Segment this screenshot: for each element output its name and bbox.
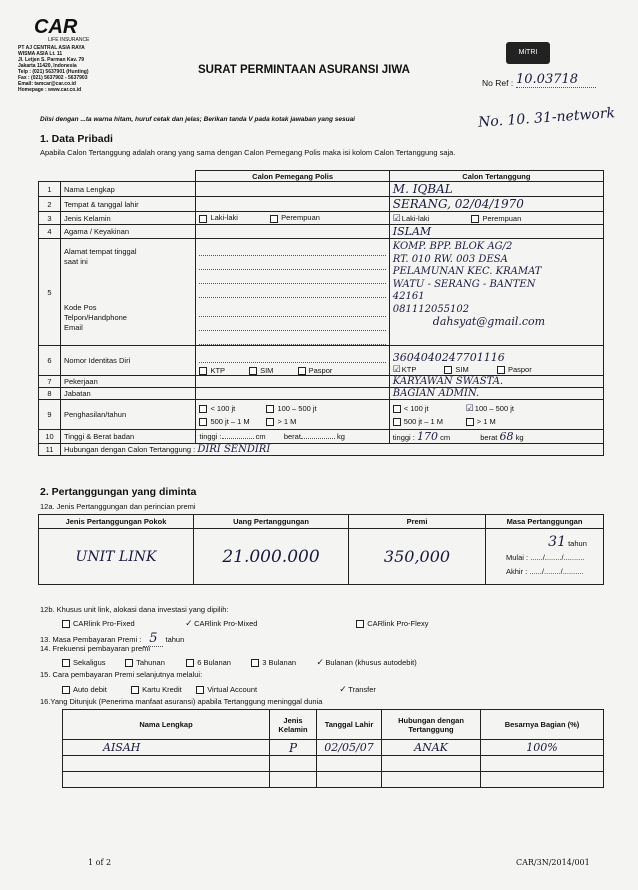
table-row xyxy=(39,346,604,376)
row-no: 2 xyxy=(39,197,61,212)
empty-cell[interactable] xyxy=(317,772,382,788)
height-label: tinggi : xyxy=(392,433,415,442)
row-label: Pekerjaan xyxy=(60,376,195,388)
id-number-value: 3604040247701116 xyxy=(392,351,505,364)
premium-field[interactable]: 350,000 xyxy=(349,529,486,585)
insured-gender-field xyxy=(389,212,603,225)
table-row xyxy=(39,444,604,456)
row-label: Agama / Keyakinan xyxy=(60,225,195,239)
company-line: Telp : (021) 5637901 (Hunting) xyxy=(18,69,89,75)
end-label: Akhir : xyxy=(506,566,528,576)
col-header: Jenis Kelamin xyxy=(270,710,317,740)
address-line: WATU - SERANG - BANTEN xyxy=(392,278,536,290)
checkbox[interactable] xyxy=(356,620,364,628)
table-row xyxy=(39,182,604,197)
company-line: Email: tamcar@car.co.id xyxy=(18,81,76,87)
row-label: Jenis Kelamin xyxy=(60,212,195,225)
q13-value[interactable]: 5 xyxy=(143,631,163,647)
col-header: Jenis Pertanggungan Pokok xyxy=(39,515,194,529)
table-row xyxy=(63,772,604,788)
table-row xyxy=(39,376,604,388)
freq-label: Sekaligus xyxy=(73,658,106,667)
row-no: 9 xyxy=(39,400,61,430)
row-label: Penghasilan/tahun xyxy=(60,400,195,430)
checkbox[interactable] xyxy=(266,405,274,413)
option-label: Laki-laki xyxy=(401,213,430,223)
freq-label: Tahunan xyxy=(136,658,165,667)
fund-label: CARlink Pro-Fixed xyxy=(73,619,135,628)
freq-label: Bulanan (khusus autodebit) xyxy=(325,658,417,667)
pay-label: Auto debit xyxy=(73,685,107,694)
row-label: Hubungan dengan Calon Tertanggung : xyxy=(63,445,196,454)
email-label: Email xyxy=(63,323,83,332)
option-label: Perempuan xyxy=(482,213,522,223)
row-no: 11 xyxy=(39,444,61,456)
form-title: SURAT PERMINTAAN ASURANSI JIWA xyxy=(198,64,410,76)
checkbox[interactable] xyxy=(266,418,274,426)
option-label: Paspor xyxy=(507,365,532,374)
personal-data-table xyxy=(38,170,604,456)
row-label: Jabatan xyxy=(60,388,195,400)
insured-religion-field[interactable]: ISLAM xyxy=(389,225,603,239)
form-code: CAR/3N/2014/001 xyxy=(516,858,590,867)
checkbox[interactable] xyxy=(199,405,207,413)
kg-label: kg xyxy=(337,432,345,441)
checkbox[interactable] xyxy=(497,366,505,374)
option-label: Perempuan xyxy=(281,213,320,223)
beneficiary-relation[interactable]: ANAK xyxy=(382,740,481,756)
option-label: KTP xyxy=(401,365,417,374)
address-line: RT. 010 RW. 003 DESA xyxy=(392,253,508,265)
relationship-value: DIRI SENDIRI xyxy=(197,444,271,455)
beneficiary-name[interactable]: AISAH xyxy=(63,740,270,756)
insured-address-field[interactable] xyxy=(389,239,603,346)
col-holder: Calon Pemegang Polis xyxy=(196,171,389,182)
option-label: < 100 jt xyxy=(403,403,429,413)
table-row xyxy=(63,740,604,756)
check-mark-icon[interactable]: ☑ xyxy=(392,212,401,223)
insured-job-field[interactable]: KARYAWAN SWASTA. xyxy=(389,376,603,388)
empty-cell[interactable] xyxy=(270,772,317,788)
logo-text: CAR xyxy=(34,16,78,38)
checkbox[interactable] xyxy=(62,686,70,694)
section1-subtitle: Apabila Calon Tertanggung adalah orang yang sama dengan Calon Pemegang Polis maka isi kolom Calon Tertanggung saja. xyxy=(40,148,456,157)
pay-options xyxy=(62,684,582,695)
q13-label: 13. Masa Pembayaran Premi : xyxy=(40,635,142,644)
option-label: SIM xyxy=(455,365,469,374)
coverage-table xyxy=(38,514,604,585)
col-insured: Calon Tertanggung xyxy=(389,171,603,182)
checkbox[interactable] xyxy=(393,405,401,413)
holder-gender-field xyxy=(196,212,389,225)
table-row xyxy=(39,239,604,346)
sub12b: 12b. Khusus unit link, alokasi dana investasi yang dipilih: xyxy=(40,605,229,614)
relationship-field[interactable] xyxy=(60,444,603,456)
row-label: Nama Lengkap xyxy=(60,182,195,197)
table-row xyxy=(39,529,604,585)
checkbox[interactable] xyxy=(199,367,207,375)
row-label: Nomor Identitas Diri xyxy=(60,346,195,376)
company-line: Fax : (021) 5637902 - 5637903 xyxy=(18,75,88,81)
empty-cell[interactable] xyxy=(481,756,604,772)
noref-label: No Ref : xyxy=(482,78,514,88)
postcode-value: 42161 xyxy=(392,291,425,302)
option-label: Laki-laki xyxy=(210,213,238,223)
company-logo xyxy=(34,16,77,39)
row-no: 6 xyxy=(39,346,61,376)
checkbox[interactable] xyxy=(444,366,452,374)
fund-options xyxy=(62,618,582,629)
check-mark-icon[interactable]: ✓ xyxy=(185,618,193,628)
freq-label: 3 Bulanan xyxy=(262,658,297,667)
checkbox[interactable] xyxy=(62,620,70,628)
page-number: 1 of 2 xyxy=(88,858,112,867)
coverage-term-field[interactable]: 31 tahun Mulai : ....../......../.......... Akhir : ....../......../.......... xyxy=(486,529,604,585)
q14: 14. Frekuensi pembayaran premi xyxy=(40,644,151,653)
holder-religion-field[interactable] xyxy=(196,225,389,239)
address-label: Alamat tempat tinggal xyxy=(63,247,137,256)
empty-cell[interactable] xyxy=(481,772,604,788)
beneficiary-share[interactable]: 100% xyxy=(481,740,604,756)
insured-position-field[interactable]: BAGIAN ADMIN. xyxy=(389,388,603,400)
mitra-badge xyxy=(506,42,550,64)
weight-label: berat xyxy=(480,433,498,442)
company-line: WISMA ASIA Lt. 11 xyxy=(18,51,63,57)
q13-unit: tahun xyxy=(165,635,185,644)
checkbox[interactable] xyxy=(249,367,257,375)
option-label: > 1 M xyxy=(277,416,297,426)
address-line: PELAMUNAN KEC. KRAMAT xyxy=(392,266,542,277)
checkbox[interactable] xyxy=(298,367,306,375)
term-unit: tahun xyxy=(568,538,587,548)
row-no: 4 xyxy=(39,225,61,239)
checkbox[interactable] xyxy=(466,418,474,426)
phone-value: 081112055102 xyxy=(392,303,470,315)
cm-label: cm xyxy=(255,432,266,441)
freq-label: 6 Bulanan xyxy=(197,658,231,667)
company-line: Homepage : www.car.co.id xyxy=(18,87,82,93)
q15: 15. Cara pembayaran Premi selanjutnya melalui: xyxy=(40,670,203,679)
beneficiary-table xyxy=(62,709,604,788)
insured-name-field[interactable]: M. IQBAL xyxy=(389,182,603,197)
height-label: tinggi : xyxy=(199,432,222,441)
option-label: 100 – 500 jt xyxy=(474,403,514,413)
beneficiary-dob[interactable]: 02/05/07 xyxy=(317,740,382,756)
col-header: Nama Lengkap xyxy=(63,710,270,740)
row-label: Tinggi & Berat badan xyxy=(60,430,195,444)
holder-name-field[interactable] xyxy=(196,182,389,197)
table-row xyxy=(39,430,604,444)
start-label: Mulai : xyxy=(506,552,529,562)
table-row xyxy=(39,400,604,430)
company-address xyxy=(18,45,128,93)
kg-label: kg xyxy=(515,433,524,442)
height-value: 170 xyxy=(416,430,438,443)
logo-sub: LIFE INSURANCE xyxy=(48,37,90,43)
col-header: Hubungan dengan Tertanggung xyxy=(382,710,481,740)
empty-cell[interactable] xyxy=(382,756,481,772)
empty-cell[interactable] xyxy=(63,772,270,788)
email-value: dahsyat@gmail.com xyxy=(432,315,546,328)
empty-cell[interactable] xyxy=(317,756,382,772)
col-header: Premi xyxy=(349,515,486,529)
checkbox[interactable] xyxy=(199,418,207,426)
phone-label: Telpon/Handphone xyxy=(63,313,127,322)
col-header: Tanggal Lahir xyxy=(317,710,382,740)
section2-sub12a: 12a. Jenis Pertanggungan dan perincian premi xyxy=(40,502,196,511)
option-label: < 100 jt xyxy=(210,403,236,413)
postcode-label: Kode Pos xyxy=(63,303,97,312)
holder-birth-field[interactable] xyxy=(196,197,389,212)
q16: 16.Yang Ditunjuk (Penerima manfaat asuransi) apabila Tertanggung meninggal dunia xyxy=(40,697,323,706)
option-label: > 1 M xyxy=(476,416,496,426)
table-row xyxy=(39,212,604,225)
checkbox[interactable] xyxy=(471,215,479,223)
option-label: 100 – 500 jt xyxy=(277,403,317,413)
table-row xyxy=(63,756,604,772)
row-no: 7 xyxy=(39,376,61,388)
checkbox[interactable] xyxy=(270,215,278,223)
insured-income-field xyxy=(389,400,603,430)
instruction-text: Diisi dengan ...ta warna hitam, huruf cetak dan jelas; Berikan tanda V pada kotak jawaban yang sesuai xyxy=(40,116,355,123)
address-line: KOMP. BPP. BLOK AG/2 xyxy=(392,241,513,252)
holder-height-weight-field[interactable] xyxy=(196,430,389,444)
holder-job-field[interactable] xyxy=(196,376,389,388)
option-label: Paspor xyxy=(308,365,333,375)
insured-height-weight-field[interactable] xyxy=(389,430,603,444)
option-label: KTP xyxy=(210,365,225,375)
table-row xyxy=(39,388,604,400)
option-label: SIM xyxy=(260,365,274,375)
noref-value[interactable]: 10.03718 xyxy=(516,72,596,88)
checkbox[interactable] xyxy=(186,659,194,667)
pay-label: Kartu Kredit xyxy=(142,685,182,694)
col-header: Besarnya Bagian (%) xyxy=(481,710,604,740)
empty-cell[interactable] xyxy=(270,756,317,772)
row-no: 5 xyxy=(39,239,61,346)
section1-title: 1. Data Pribadi xyxy=(40,133,113,145)
network-note: No. 10. 31-network xyxy=(477,105,616,131)
insured-birth-field[interactable]: SERANG, 02/04/1970 xyxy=(389,197,603,212)
freq-options xyxy=(62,657,622,668)
check-mark-icon[interactable]: ✓ xyxy=(339,684,347,694)
term-value: 31 xyxy=(548,533,566,550)
check-mark-icon[interactable]: ☑ xyxy=(392,364,401,374)
empty-cell[interactable] xyxy=(382,772,481,788)
option-label: 500 jt – 1 M xyxy=(403,416,443,426)
empty-cell[interactable] xyxy=(63,756,270,772)
holder-position-field[interactable] xyxy=(196,388,389,400)
pay-label: Virtual Account xyxy=(207,685,258,694)
option-label: 500 jt – 1 M xyxy=(210,416,250,426)
checkbox[interactable] xyxy=(393,418,401,426)
checkbox[interactable] xyxy=(62,659,70,667)
col-header: Uang Pertanggungan xyxy=(194,515,349,529)
checkbox[interactable] xyxy=(125,659,133,667)
fund-label: CARlink Pro-Flexy xyxy=(367,619,429,628)
check-mark-icon[interactable]: ✓ xyxy=(316,657,324,667)
row-no: 8 xyxy=(39,388,61,400)
weight-value: 68 xyxy=(499,430,514,443)
row-no: 3 xyxy=(39,212,61,225)
row-label: Tempat & tanggal lahir xyxy=(60,197,195,212)
check-mark-icon[interactable]: ☑ xyxy=(465,402,474,413)
holder-id-field[interactable] xyxy=(196,346,389,376)
holder-income-field xyxy=(196,400,389,430)
insured-id-field[interactable] xyxy=(389,346,603,376)
section2-title: 2. Pertanggungan yang diminta xyxy=(40,486,197,498)
row-no: 1 xyxy=(39,182,61,197)
table-row xyxy=(39,225,604,239)
badge-text: MiTRI xyxy=(518,49,538,56)
checkbox[interactable] xyxy=(131,686,139,694)
pay-label: Transfer xyxy=(348,685,376,694)
row-no: 10 xyxy=(39,430,61,444)
beneficiary-sex[interactable]: P xyxy=(270,740,317,756)
weight-label: berat xyxy=(283,432,301,441)
fund-label: CARlink Pro-Mixed xyxy=(194,619,258,628)
company-line: Jl. Letjen S. Parman Kav. 79 xyxy=(18,57,85,63)
company-line: PT AJ CENTRAL ASIA RAYA xyxy=(18,45,85,51)
company-line: Jakarta 11420, Indonesia xyxy=(18,63,77,69)
sum-assured-field[interactable]: 21.000.000 xyxy=(194,529,349,585)
checkbox[interactable] xyxy=(199,215,207,223)
cm-label: cm xyxy=(440,433,451,442)
checkbox[interactable] xyxy=(196,686,204,694)
col-header: Masa Pertanggungan xyxy=(486,515,604,529)
holder-address-field[interactable] xyxy=(196,239,389,346)
coverage-type-field[interactable]: UNIT LINK xyxy=(39,529,194,585)
checkbox[interactable] xyxy=(251,659,259,667)
address-label: saat ini xyxy=(63,257,88,266)
table-row xyxy=(39,197,604,212)
